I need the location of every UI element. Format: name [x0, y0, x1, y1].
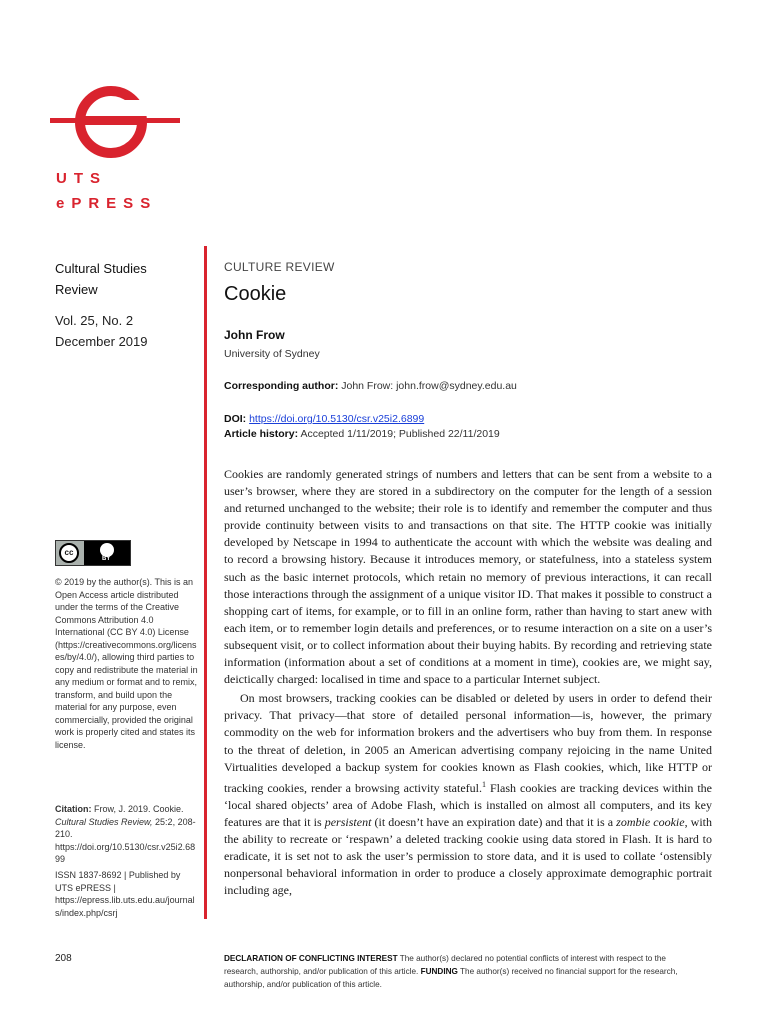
funding-label: FUNDING [420, 967, 458, 976]
coi-text: The author(s) declared no potential conflicts of interest with respect to the research, authorship, and/or publication of this article. [224, 954, 666, 976]
corresponding-author [224, 380, 517, 392]
paragraph-2-c: (it doesn’t have an expiration date) and that it is a [371, 814, 617, 829]
cc-icon: cc [59, 543, 79, 563]
citation-pre: Frow, J. 2019. Cookie. [91, 804, 184, 814]
journal-name [55, 258, 200, 300]
journal-name-line2: Review [55, 282, 98, 297]
funding-text: The author(s) received no financial support for the research, authorship, and/or publication of this article. [224, 967, 678, 989]
author-affiliation: University of Sydney [224, 348, 320, 360]
doi-line [224, 413, 424, 425]
term-zombie-cookie: zombie cookie [616, 814, 685, 829]
page-number: 208 [55, 953, 72, 964]
author-name: John Frow [224, 328, 285, 342]
issue-date: December 2019 [55, 334, 148, 349]
paragraph-2 [224, 690, 712, 899]
paragraph-2-b: Flash cookies are tracking devices within the ‘local shared objects’ area of Adobe Flash, which is installed on almost all computers, and its key features are that it is [224, 780, 712, 829]
section-label: CULTURE REVIEW [224, 260, 335, 274]
journal-info [55, 258, 200, 352]
volume: Vol. 25, No. 2 [55, 313, 134, 328]
article-history-label: Article history: [224, 428, 299, 440]
paragraph-2-a: On most browsers, tracking cookies can be disabled or deleted by users in order to defend their privacy. That privacy—that store of detailed personal information—is, however, the primary commodity on the web for information brokers and the advertisers who buy from them. In response to the threat of deletion, in 2005 an American advertising company rejoicing in the name United Virtualities developed a backup system for cookies known as Flash cookies, which, like HTTP or tracking cookies, render a browsing activity stateful. [224, 691, 712, 795]
issn-publisher: ISSN 1837-8692 | Published by UTS ePRESS | https://epress.lib.uts.edu.au/journals/index.php/csrj [55, 870, 195, 918]
cc-by-badge[interactable] [55, 540, 131, 566]
by-icon [84, 541, 130, 565]
corresponding-author-text: John Frow: john.frow@sydney.edu.au [338, 380, 517, 392]
paragraph-1: Cookies are randomly generated strings of numbers and letters that can be sent from a website to a user’s browser, where they are stored in a subdirectory on the computer for the length of a session and returned unchanged to the website; their role is to identify and remember the computer and thus provide continuity between visits to and transactions on that site. The HTTP cookie was initially developed by Netscape in 1994 to authenticate the account with which the website was dealing and to record a browsing history. Because it introduces memory, or statefulness, into a stateless system such as the basic internet protocols, which retain no memory of previous interactions, it can recall those interactions through the assignment of a unique visitor ID. That makes it possible to construct a shopping cart of items, for example, or to fill in an online form, rather than having to start anew with each item, or to remember login details and preferences, or to resume interaction on a site on a user’s subsequent visit, or to collect information about their buying habits. By recording and retrieving state information (information about a set of conditions at a moment in time), cookies are, we might say, deictically charged: localised in time and space to a particular Internet subject. [224, 467, 712, 687]
corresponding-author-label: Corresponding author: [224, 380, 339, 392]
license-text: © 2019 by the author(s). This is an Open Access article distributed under the terms of the Creative Commons Attribution 4.0 International (CC BY 4.0) License (https://creativecommons.org/licenses/by/4.0/), allowing third parties to copy and redistribute the material in any medium or format and to remix, transform, and build upon the material for any purpose, even commercially, provided the original work is properly cited and states its license. [55, 577, 198, 750]
citation-journal: Cultural Studies Review, [55, 816, 153, 827]
citation-post: 25:2, 208-210. https://doi.org/10.5130/csr.v25i2.6899 [55, 816, 196, 864]
by-label: BY [102, 556, 111, 562]
divider-rule [204, 246, 207, 919]
article-title: Cookie [224, 283, 287, 305]
article-body [224, 466, 712, 899]
article-history-text: Accepted 1/11/2019; Published 22/11/2019 [298, 428, 500, 440]
doi-label: DOI: [224, 413, 247, 425]
journal-name-line1: Cultural Studies [55, 261, 147, 276]
term-persistent: persistent [324, 814, 372, 829]
logo-line-uts: UTS [56, 170, 107, 187]
article-history [224, 428, 500, 440]
issue-info [55, 310, 200, 352]
logo-wordmark [56, 166, 157, 216]
citation-label: Citation: [55, 804, 92, 814]
person-icon [100, 543, 114, 557]
coi-label: DECLARATION OF CONFLICTING INTEREST [224, 954, 398, 963]
paragraph-2-d: , with the ability to recreate or ‘respawn’ a deleted tracking cookie using data stored in Flash. It is hard to eradicate, it is set not to ask the user’s permission to store data, and it is used to collate ‘ostensibly nonpersonal behavioral information in order to produce a closely approximate demographic portrait including age, [224, 814, 713, 898]
doi-link[interactable]: https://doi.org/10.5130/csr.v25i2.6899 [249, 413, 425, 425]
footnote-marker[interactable]: 1 [481, 779, 486, 789]
logo-line-epress: ePRESS [56, 195, 158, 212]
citation [55, 803, 198, 866]
declaration [224, 952, 694, 991]
